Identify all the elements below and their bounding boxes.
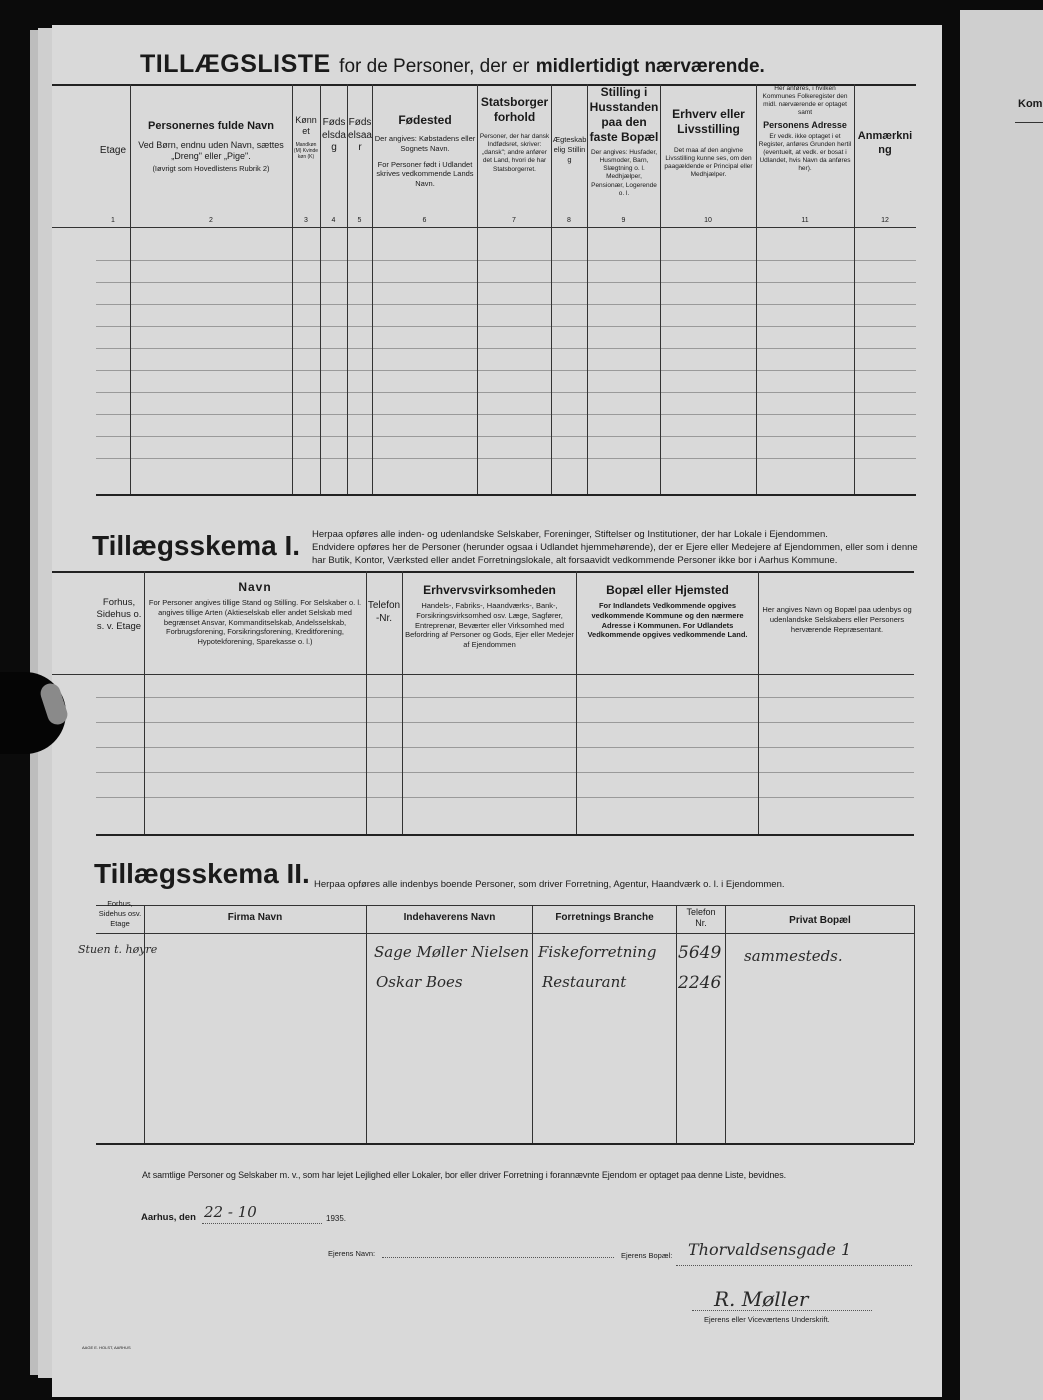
s1-col-etage: Forhus, Sidehus o. s. v. Etage [96,597,142,632]
col-statsborgerforhold: Statsborgerforhold Personer, der har dansk Indfødsret, skriver: „dansk"; andre anfører det Land, hvori de har Statsborgerret. [479,95,550,173]
s2-col-bopael: Privat Bopæl [789,915,851,926]
skema2-title: Tillægsskema II. [94,858,310,889]
col-num: 8 [567,217,571,224]
s1-col-telefon: Telefon-Nr. [367,600,401,624]
col-foedselsdag: Fødselsdag [322,117,346,153]
year: 1935. [326,1214,347,1223]
s2-row1-bopael: sammesteds. [744,947,843,965]
s2-col-etage: Forhus, Sidehus osv. Etage [98,899,142,928]
col-num: 7 [512,217,516,224]
declaration: At samtlige Personer og Selskaber m. v., som har lejet Lejlighed eller Lokaler, bor eller driver Forretning i forannævnte Ejendom er optaget paa denne Liste, bevidnes. [142,1170,786,1180]
col-erhverv: Erhverv eller Livsstilling Det maa af den angivne Livsstilling kunne ses, om den paagældende er Principal eller Medhjælper. [664,107,753,179]
col-foedested: Fødested Der angives: Købstadens eller Sognets Navn. For Personer født i Udlandet skrives vedkommende Lands Navn. [374,113,476,188]
signature: R. Møller [714,1287,809,1311]
s1-col-bopael: Bopæl eller Hjemsted For Indlandets Vedkommende opgives vedkommende Kommune og den nærmere Adresse i Kommunen. For Udlandets Vedkommende opgives vedkommende Land. [587,583,748,640]
s2-row1-indehaver: Sage Møller Nielsen [374,943,530,961]
col-adresse: Her anføres, i hvilken Kommunes Folkeregister den midl. nærværende er optaget samt Personens Adresse Er vedk. ikke optaget i et Register, anføres Grunden hertil (eventuelt, at vedk. er bosat i Udlandet, hvis Navn da anføres her). [758,85,852,173]
owner-address-value: Thorvaldsensgade 1 [688,1240,852,1259]
skema2-description: Herpaa opføres alle indenbys boende Personer, som driver Forretning, Agentur, Haandværk o. l. i Ejendommen. [314,879,785,890]
facing-page [960,10,1043,1400]
col-koennet: Kønnet Mandkøn (M) Kvindekøn (K) [293,115,319,160]
col-anmaerkning: Anmærkning [857,130,913,156]
owner-name-label: Ejerens Navn: [328,1249,376,1258]
printer-mark: AAGE E. HOLST, AARHUS [82,1345,131,1350]
skema1-description: Herpaa opføres alle inden- og udenlandske Selskaber, Foreninger, Stiftelser og Institutioner, der har Lokale i Ejendommen. Endvidere opføres her de Personer (herunder ogsaa i Udlandet hjemmehørende), der er Ejere eller Medejere af Ejendommen, eller som i denne har Butik, Kontor, Værksted eller andet Forretningslokale, alt forsaavidt vedkommende Personer ikke bor i Aarhus Kommune. [312,529,918,566]
s2-col-firma: Firma Navn [227,912,283,923]
col-stilling: Stilling i Husstanden paa den faste Bopæl Der angives: Husfader, Husmoder, Barn, Slægtning o. l. Medhjælper, Pensionær, Logerende o. l. [589,85,659,197]
col-num: 1 [111,217,115,224]
col-num: 12 [881,217,889,224]
tillaegsliste-title: TILLÆGSLISTE for de Personer, der er midlertidigt nærværende. [140,50,765,78]
signature-label: Ejerens eller Viceværtens Underskrift. [704,1315,830,1324]
s2-row1-branche: Fiskeforretning [538,943,657,961]
s1-col-navn: Navn For Personer angives tillige Stand og Stilling. For Selskaber o. l. angives tillige Arten (Aktieselskab eller andet Selskab med begrænset Ansvar, Kommanditselskab, Andelsselskab, Forbrugsforening, Forsikringsforening, Kreditforening, Hypotekforening, Sparekasse o. l.) [148,580,362,646]
col-num: 10 [704,217,712,224]
s1-col-erhverv: Erhvervsvirksomheden Handels-, Fabriks-, Haandværks-, Bank-, Forsikringsvirksomhed osv. Læge, Sagfører, Entreprenør, Beværter eller Virksomhed med Befordring af Personer og Gods, Ejer eller Medejer af Ejendommen [405,583,574,649]
col-num: 6 [422,217,427,224]
s2-row2-telefon: 2246 [678,973,722,993]
facing-page-text: Kom [1018,98,1043,110]
s2-col-indehaver: Indehaverens Navn [403,912,496,923]
s1-col-repraesentant: Her angives Navn og Bopæl paa udenbys og udenlandske Selskabers eller Personers herværende Repræsentant. [762,605,912,634]
s2-col-branche: Forretnings Branche [555,912,654,923]
s2-col-telefon: Telefon Nr. [686,907,716,929]
owner-address-label: Ejerens Bopæl: [621,1251,673,1260]
col-num: 2 [209,217,213,224]
s2-row1-etage: Stuen t. høyre [78,943,158,956]
s2-row1-telefon: 5649 [678,943,722,963]
s2-row2-indehaver: Oskar Boes [376,973,463,991]
date-value: 22 - 10 [204,1203,257,1221]
col-num: 11 [801,217,809,224]
s2-row2-branche: Restaurant [542,973,627,991]
col-num: 5 [357,217,362,224]
col-num: 9 [621,217,626,224]
col-foedselsaar: Fødselsaar [348,117,372,153]
col-navn: Personernes fulde Navn Ved Børn, endnu uden Navn, sættes „Dreng" eller „Pige". (Iøvrigt som Hovedlistens Rubrik 2) [138,120,284,174]
col-num: 4 [331,217,336,224]
place-label: Aarhus, den [141,1212,196,1223]
form-page [52,25,942,1397]
col-etage: Etage [99,145,127,156]
skema1-title: Tillægsskema I. [92,530,301,561]
col-num: 3 [304,217,308,224]
col-aegteskabelig: Ægteskabelig Stilling [552,135,587,164]
